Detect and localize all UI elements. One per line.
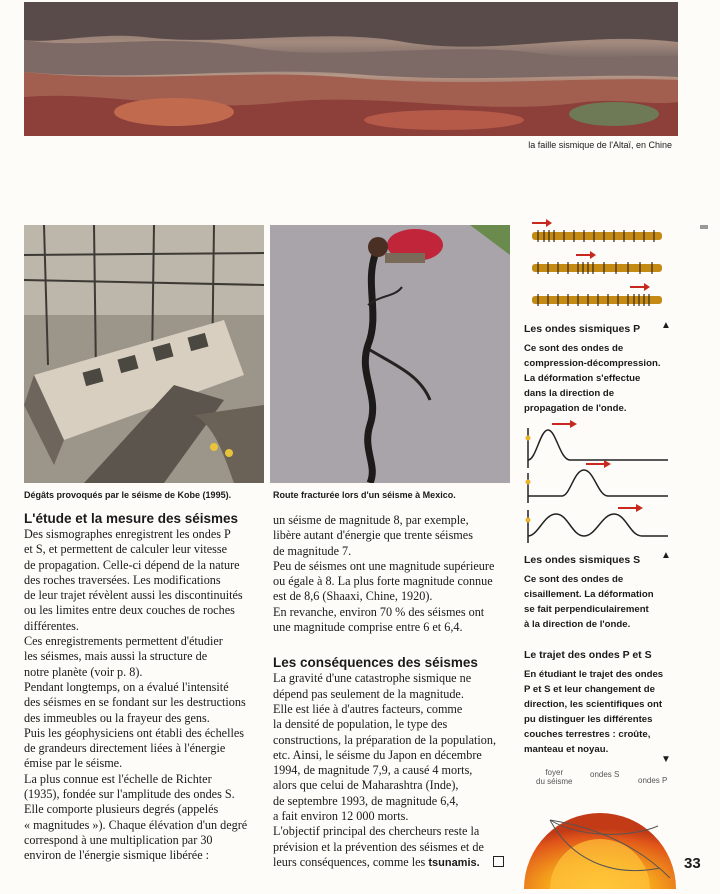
middle-column-text-bottom (273, 671, 518, 871)
text-line: ou égale à 8. La plus forte magnitude connue (273, 574, 493, 589)
text-line: différentes. (24, 618, 79, 633)
text-line: (1935), fondée sur l'amplitude des ondes S. (24, 787, 235, 802)
s-wave-diagram (522, 418, 672, 548)
page-number: 33 (684, 855, 701, 872)
middle-column-text-top (273, 513, 518, 635)
text-line: est de 8,6 (Shaaxi, Chine, 1920). (273, 589, 433, 604)
fault-landscape (24, 2, 678, 136)
du-seisme-text: du séisme (536, 777, 573, 786)
text-line: de grandeurs directement liées à l'énergie (24, 741, 226, 756)
kobe-scene (24, 225, 264, 483)
text-line: un séisme de magnitude 8, par exemple, (273, 513, 469, 527)
triangle-up-icon: ▲ (661, 550, 671, 561)
left-column-text (24, 527, 274, 864)
text-line: de magnitude 7. (273, 543, 352, 558)
text-line: alors que celui de Maharashtra (Inde), (273, 778, 459, 793)
text-line: des immeubles ou la frayeur des gens. (24, 710, 210, 725)
text-line: notre planète (voir p. 8). (24, 664, 143, 679)
text-line: Elle comporte plusieurs degrés (appelés (24, 802, 219, 817)
p-wave-text (524, 341, 684, 416)
kobe-photo (24, 225, 264, 483)
text-line: Elle est liée à d'autres facteurs, comme (273, 701, 463, 716)
trajet-line: couches terrestres : croûte, (524, 729, 651, 740)
trajet-line: direction, les scientifiques ont (524, 699, 663, 710)
s-line: Ce sont des ondes de (524, 574, 624, 585)
s-wave-curves (522, 418, 672, 548)
ondes-p-label: ondes P (638, 776, 668, 785)
trajet-text (524, 667, 684, 757)
foyer-text: foyer (545, 768, 564, 777)
s-line: à la direction de l'onde. (524, 619, 631, 630)
text-line: de septembre 1993, de magnitude 6,4, (273, 793, 459, 808)
text-line: Peu de séismes ont une magnitude supérieure (273, 558, 495, 573)
text-line: de leur trajet révèlent aussi les discontinuités (24, 588, 243, 603)
text-line: Pendant longtemps, on a évalué l'intensité (24, 679, 229, 694)
text-line: émise par le séisme. (24, 756, 123, 771)
ondes-s-label: ondes S (590, 770, 620, 779)
last-line-text: leurs conséquences, comme les (273, 854, 426, 869)
text-line: Ces enregistrements permettent d'étudier (24, 634, 223, 649)
text-line: les séismes, mais aussi la structure de (24, 649, 208, 664)
s-line: se fait perpendiculairement (524, 604, 649, 615)
p-wave-springs (524, 218, 674, 318)
text-line: a fait environ 12 000 morts. (273, 809, 409, 824)
tsunamis-word: tsunamis. (428, 856, 480, 869)
trajet-line: P et S et leur changement de (524, 684, 655, 695)
triangle-up-icon: ▲ (661, 320, 671, 331)
text-line: ou les limites entre deux couches de roches (24, 603, 235, 618)
text-line: correspond à une multiplication par 30 (24, 832, 213, 847)
earth-section-diagram (520, 768, 680, 889)
trajet-line: pu distinguer les différentes (524, 714, 653, 725)
p-line: dans la direction de (524, 388, 615, 399)
trajet-line: En étudiant le trajet des ondes (524, 669, 664, 680)
text-line: libère autant d'énergie que trente séismes (273, 528, 473, 543)
middle-column (273, 513, 518, 871)
s-wave-title: Les ondes sismiques S (524, 554, 641, 566)
text-line: Puis les géophysiciens ont établi des échelles (24, 725, 245, 740)
text-line: Des sismographes enregistrent les ondes P (24, 527, 231, 541)
text-line: La gravité d'une catastrophe sismique ne (273, 671, 472, 686)
text-line: la densité de population, le type des (273, 717, 448, 732)
text-line: des séismes en se fondant sur les destructions (24, 695, 246, 710)
text-line: de propagation. Celle-ci dépend de la nature (24, 557, 240, 572)
text-line: dépend pas seulement de la magnitude. (273, 686, 464, 701)
p-line: Ce sont des ondes de (524, 343, 624, 354)
p-wave-diagram (524, 218, 674, 318)
top-photo-caption: la faille sismique de l'Altaï, en Chine (528, 140, 672, 150)
heading-consequences: Les conséquences des séismes (273, 655, 478, 671)
text-line: « magnitudes »). Chaque élévation d'un degré (24, 817, 248, 832)
left-column (24, 511, 274, 864)
text-line: La plus connue est l'échelle de Richter (24, 771, 212, 786)
p-line: compression-décompression. (524, 358, 661, 369)
text-line: environ de l'énergie sismique libérée : (24, 848, 210, 863)
earth-section (520, 768, 680, 889)
text-line: etc. Ainsi, le séisme du Japon en décembre (273, 747, 482, 762)
p-wave-title: Les ondes sismiques P (524, 323, 641, 335)
altai-fault-photo (24, 2, 678, 136)
text-line: et S, et permettent de calculer leur vitesse (24, 542, 228, 557)
trajet-title: Le trajet des ondes P et S (524, 649, 652, 661)
text-line: L'objectif principal des chercheurs reste la (273, 824, 480, 839)
margin-mark (700, 225, 708, 229)
text-line-last (273, 855, 518, 871)
heading-etude-mesure: L'étude et la mesure des séismes (24, 511, 239, 526)
kobe-caption: Dégâts provoqués par le séisme de Kobe (1995). (24, 490, 232, 500)
mexico-road-photo (270, 225, 510, 483)
s-wave-text (524, 572, 684, 632)
mexico-caption: Route fracturée lors d'un séisme à Mexico. (273, 490, 456, 500)
text-line: constructions, la préparation de la population, (273, 732, 497, 747)
foyer-label (536, 768, 572, 786)
road-scene (270, 225, 510, 483)
s-line: cisaillement. La déformation (524, 589, 654, 600)
text-line: prévision et la prévention des séismes et de (273, 839, 484, 854)
p-line: La déformation s'effectue (524, 373, 641, 384)
text-line: 1994, de magnitude 7,9, a causé 4 morts, (273, 763, 473, 778)
end-square-icon (493, 856, 504, 867)
trajet-line: manteau et noyau. (524, 744, 609, 755)
triangle-down-icon: ▼ (661, 754, 671, 765)
text-line: En revanche, environ 70 % des séismes ont (273, 604, 485, 619)
p-line: propagation de l'onde. (524, 403, 627, 414)
text-line: une magnitude comprise entre 6 et 6,4. (273, 620, 463, 635)
text-line: des roches traversées. Les modifications (24, 572, 221, 587)
